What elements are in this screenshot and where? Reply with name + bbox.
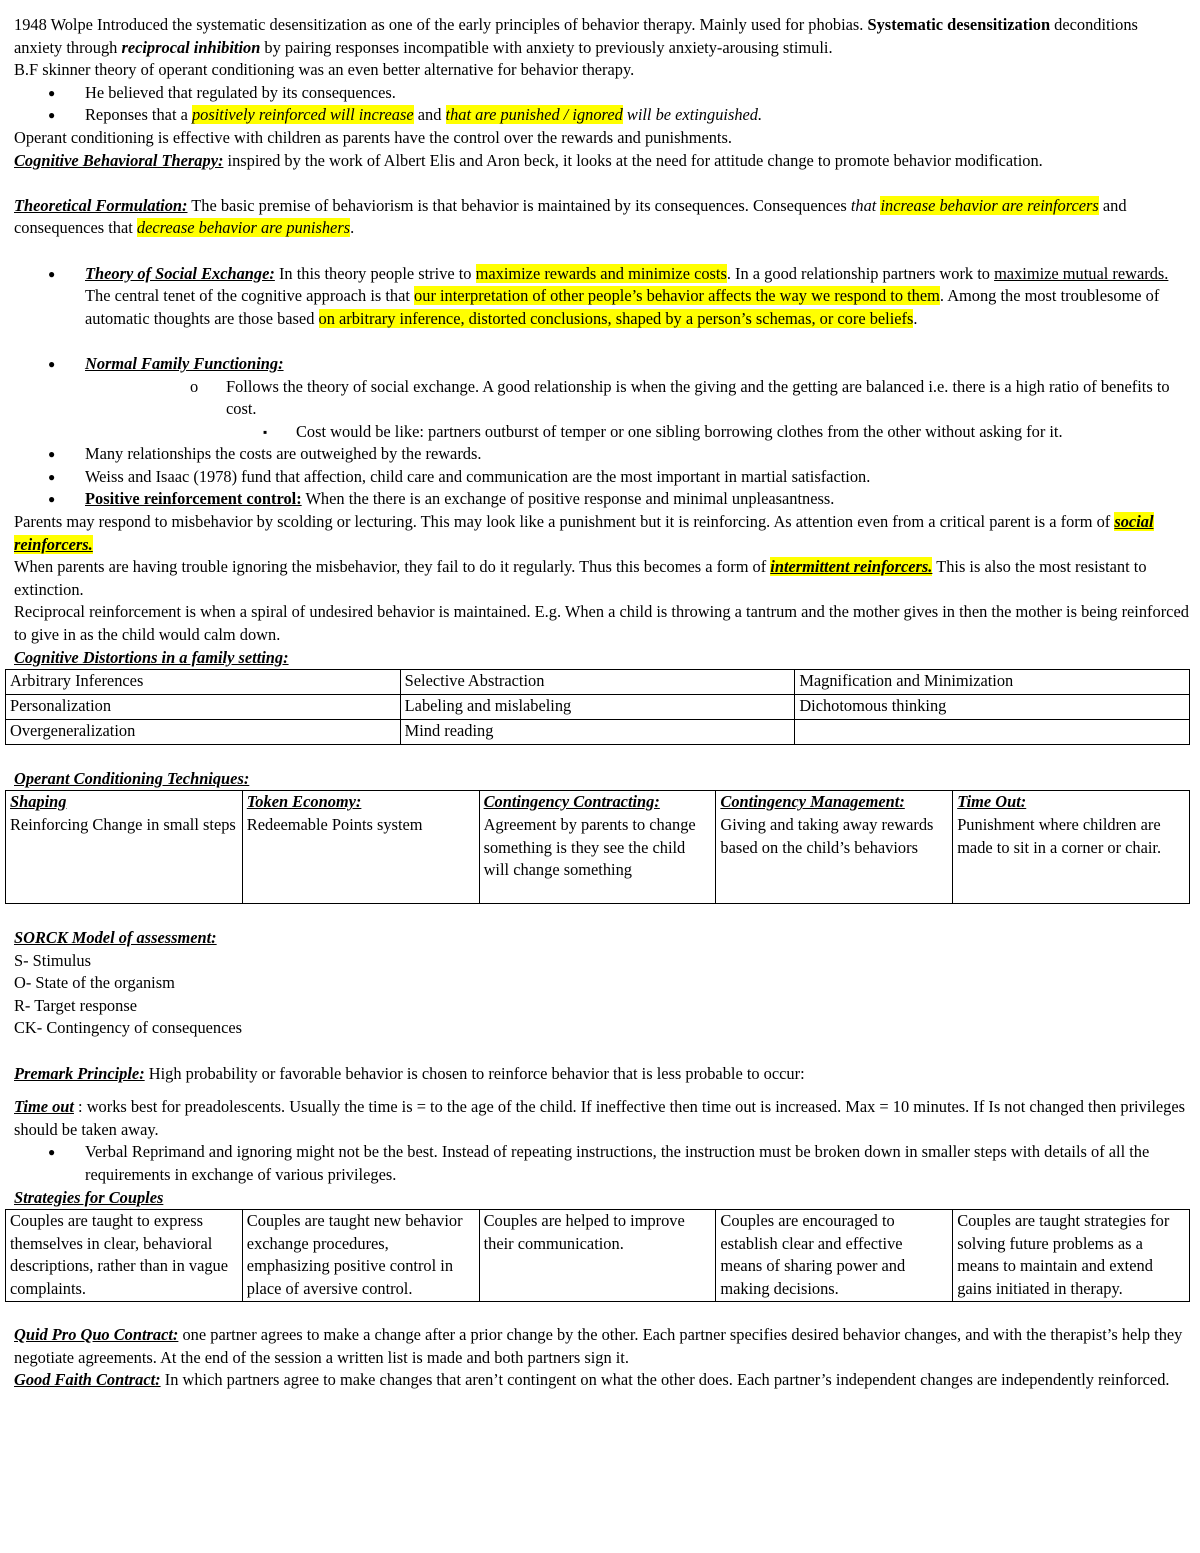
table-cell: Time Out: Punishment where children are made to sit in a corner or chair. (953, 791, 1190, 904)
sorck-item: CK- Contingency of consequences (14, 1018, 243, 1038)
sub-list-item: o Follows the theory of social exchange. A good relationship is when the giving and the getting are balanced i.e. there is a high ratio of benefits to cost. (85, 376, 1190, 421)
table-cell: Contingency Contracting: Agreement by parents to change something is they see the child will change something (479, 791, 716, 904)
table-row (6, 1210, 1190, 1301)
list-item: ● Weiss and Isaac (1978) fund that affection, child care and communication are the most important in martial satisfaction. (14, 466, 1190, 489)
table-cell: Overgeneralization (6, 720, 401, 745)
table-cell (795, 720, 1190, 745)
family-list (14, 353, 1190, 511)
table-cell: Labeling and mislabeling (400, 695, 795, 720)
qpq-heading: Quid Pro Quo Contract: (14, 1325, 179, 1345)
table-row (6, 670, 1190, 695)
paragraph-skinner: B.F skinner theory of operant conditioning was an even better alternative for behavior therapy. (14, 60, 635, 80)
list-item: ● Verbal Reprimand and ignoring might not be the best. Instead of repeating instructions, the instruction must be broken down in smaller steps with details of all the requirements in exchange of various privileges. (14, 1141, 1190, 1186)
operant-heading: Operant Conditioning Techniques: (14, 768, 250, 788)
social-heading: Theory of Social Exchange: (85, 263, 275, 283)
family-heading: Normal Family Functioning: (85, 353, 284, 373)
paragraph-wolpe: 1948 Wolpe Introduced the systematic desensitization as one of the early principles of behavior therapy. Mainly used for phobias. Systematic desensitization deconditions anxiety through reciprocal inhibition by pairing responses incompatible with anxiety to previously anxiety-arousing stimuli. (14, 15, 1138, 57)
distortions-table (5, 669, 1190, 745)
good-faith-heading: Good Faith Contract: (14, 1370, 161, 1390)
timeout-list (14, 1141, 1190, 1186)
paragraph-theory: Theoretical Formulation: The basic premise of behaviorism is that behavior is maintained by its consequences. Consequences that increase behavior are reinforcers and consequences that decrease behavior are punishers. (14, 195, 1127, 238)
theory-heading: Theoretical Formulation: (14, 195, 188, 215)
list-item: ● Positive reinforcement control: When the there is an exchange of positive response and minimal unpleasantness. (14, 488, 1190, 511)
table-cell: Shaping Reinforcing Change in small steps (6, 791, 243, 904)
paragraph-social-reinforcers: Parents may respond to misbehavior by scolding or lecturing. This may look like a punishment but it is reinforcing. As attention even from a critical parent is a form of social reinforcers. (14, 512, 1154, 554)
table-cell: Couples are helped to improve their communication. (479, 1210, 716, 1301)
table-cell: Dichotomous thinking (795, 695, 1190, 720)
table-cell: Magnification and Minimization (795, 670, 1190, 695)
table-cell: Selective Abstraction (400, 670, 795, 695)
paragraph-quid-pro-quo: Quid Pro Quo Contract: one partner agrees to make a change after a prior change by the other. Each partner specifies desired behavior changes, and with the therapist’s help they negotiate agreements. At the end of the session a written list is made and both partners sign it. (14, 1325, 1183, 1367)
list-item: ● Many relationships the costs are outweighed by the rewards. (14, 443, 1190, 466)
table-cell: Mind reading (400, 720, 795, 745)
table-cell: Personalization (6, 695, 401, 720)
list-item: ● Theory of Social Exchange: In this theory people strive to maximize rewards and minimize costs. In a good relationship partners work to maximize mutual rewards. The central tenet of the cognitive approach is that our interpretation of other people’s behavior affects the way we respond to them. Among the most troublesome of automatic thoughts are those based on arbitrary inference, distorted conclusions, shaped by a person’s schemas, or core beliefs. (14, 263, 1190, 331)
couples-heading: Strategies for Couples (14, 1187, 164, 1207)
table-cell: Arbitrary Inferences (6, 670, 401, 695)
table-cell: Couples are taught new behavior exchange procedures, emphasizing positive control in place of aversive control. (242, 1210, 479, 1301)
operant-techniques-table (5, 790, 1190, 904)
premark-heading: Premark Principle: (14, 1063, 145, 1083)
sorck-item: R- Target response (14, 995, 137, 1015)
list-item: ● He believed that regulated by its consequences. (14, 82, 1190, 105)
couples-table (5, 1209, 1190, 1301)
table-row (6, 791, 1190, 904)
paragraph-intermittent: When parents are having trouble ignoring the misbehavior, they fail to do it regularly. Thus this becomes a form of intermittent reinforcers. This is also the most resistant to extinction. (14, 557, 1147, 599)
table-cell: Token Economy: Redeemable Points system (242, 791, 479, 904)
cbt-heading: Cognitive Behavioral Therapy: (14, 150, 224, 170)
skinner-bullets (14, 82, 1190, 127)
sorck-item: O- State of the organism (14, 973, 175, 993)
distortions-heading: Cognitive Distortions in a family setting: (14, 647, 289, 667)
table-row (6, 695, 1190, 720)
paragraph-reciprocal: Reciprocal reinforcement is when a spiral of undesired behavior is maintained. E.g. When a child is throwing a tantrum and the mother gives in then the mother is being reinforced to give in as the child would calm down. (14, 602, 1189, 645)
positive-control-heading: Positive reinforcement control: (85, 489, 302, 509)
paragraph-cbt: Cognitive Behavioral Therapy: inspired by the work of Albert Elis and Aron beck, it looks at the need for attitude change to promote behavior modification. (14, 150, 1043, 170)
paragraph-timeout: Time out : works best for preadolescents. Usually the time is = to the age of the child. If ineffective then time out is increased. Max = 10 minutes. If Is not changed then privileges should be taken away. (14, 1097, 1186, 1139)
social-exchange-list (14, 263, 1190, 331)
table-cell: Contingency Management: Giving and taking away rewards based on the child’s behaviors (716, 791, 953, 904)
timeout-heading: Time out (14, 1097, 74, 1117)
table-cell: Couples are encouraged to establish clear and effective means of sharing power and making decisions. (716, 1210, 953, 1301)
list-item (14, 353, 1190, 443)
list-item: ● Reponses that a positively reinforced will increase and that are punished / ignored will be extinguished. (14, 104, 1190, 127)
sorck-heading: SORCK Model of assessment: (14, 928, 217, 947)
paragraph-operant: Operant conditioning is effective with children as parents have the control over the rewards and punishments. (14, 127, 732, 147)
document-page (10, 14, 1190, 1392)
table-cell: Couples are taught strategies for solving future problems as a means to maintain and extend gains initiated in therapy. (953, 1210, 1190, 1301)
table-row (6, 720, 1190, 745)
table-cell: Couples are taught to express themselves in clear, behavioral descriptions, rather than in vague complaints. (6, 1210, 243, 1301)
paragraph-good-faith: Good Faith Contract: In which partners agree to make changes that aren’t contingent on what the other does. Each partner’s independent changes are independently reinforced. (14, 1370, 1170, 1390)
sub-sub-list-item: ▪ Cost would be like: partners outburst of temper or one sibling borrowing clothes from the other without asking for it. (85, 421, 1190, 444)
paragraph-premark: Premark Principle: High probability or favorable behavior is chosen to reinforce behavior that is less probable to occur: (14, 1063, 805, 1083)
sorck-item: S- Stimulus (14, 950, 91, 970)
